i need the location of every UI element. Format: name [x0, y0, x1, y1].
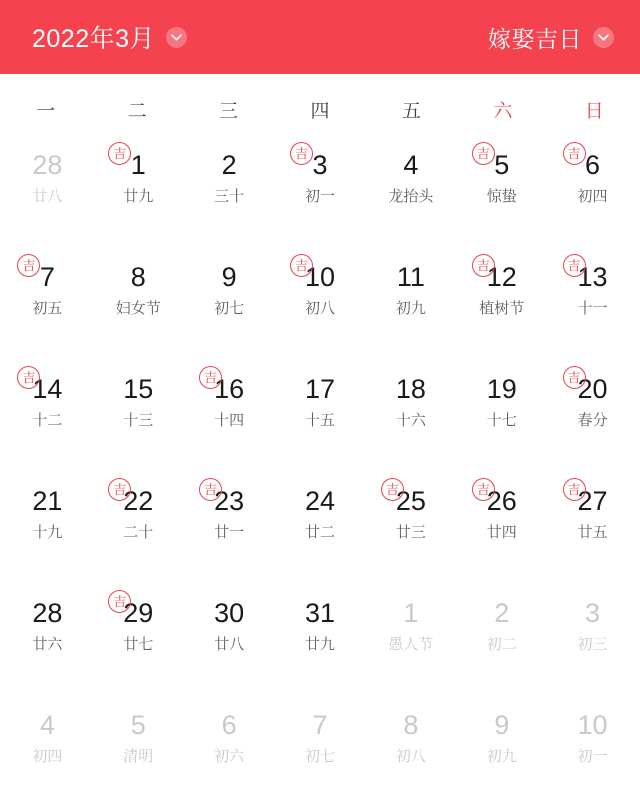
- month-title: 2022年3月: [32, 25, 156, 53]
- calendar-day-cell[interactable]: [365, 695, 456, 805]
- day-number: 6: [221, 710, 237, 740]
- lunar-or-festival-label: 十一: [577, 300, 608, 317]
- calendar-day-cell[interactable]: [2, 695, 93, 805]
- day-number: 25: [395, 486, 426, 516]
- lunar-or-festival-label: 廿八: [214, 636, 245, 653]
- calendar-day-cell[interactable]: [93, 583, 184, 695]
- lunar-or-festival-label: 二十: [123, 524, 154, 541]
- lunar-or-festival-label: 十三: [123, 412, 154, 429]
- calendar-day-cell[interactable]: [2, 583, 93, 695]
- lunar-or-festival-label: 初八: [395, 748, 426, 765]
- day-number: 3: [585, 598, 601, 628]
- day-number: 5: [494, 150, 510, 180]
- lunar-or-festival-label: 妇女节: [115, 300, 161, 317]
- lunar-or-festival-label: 初二: [486, 636, 517, 653]
- day-number: 1: [130, 150, 146, 180]
- calendar-day-cell[interactable]: [2, 471, 93, 583]
- calendar-day-cell[interactable]: [93, 247, 184, 359]
- lunar-or-festival-label: 初四: [32, 748, 63, 765]
- day-number: 15: [123, 374, 154, 404]
- lucky-day-badge-icon: 吉: [472, 254, 495, 277]
- day-number: 8: [130, 262, 146, 292]
- lunar-or-festival-label: 十五: [304, 412, 335, 429]
- calendar-day-cell[interactable]: [184, 471, 275, 583]
- lucky-day-badge-icon: 吉: [199, 478, 222, 501]
- lucky-day-badge-icon: 吉: [290, 142, 313, 165]
- lunar-or-festival-label: 廿五: [577, 524, 608, 541]
- lucky-day-badge-icon: 吉: [108, 142, 131, 165]
- calendar-day-cell[interactable]: [184, 359, 275, 471]
- chevron-down-icon[interactable]: [166, 27, 187, 48]
- day-number: 9: [494, 710, 510, 740]
- calendar-day-cell[interactable]: [365, 247, 456, 359]
- day-number: 4: [403, 150, 419, 180]
- lunar-or-festival-label: 廿八: [32, 188, 63, 205]
- calendar-day-cell[interactable]: [93, 135, 184, 247]
- day-number: 31: [304, 598, 336, 628]
- weekday-label: 五: [401, 101, 421, 122]
- day-number: 16: [214, 374, 245, 404]
- calendar-day-cell[interactable]: [365, 583, 456, 695]
- lunar-or-festival-label: 十二: [32, 412, 63, 429]
- calendar-day-cell[interactable]: [275, 135, 366, 247]
- lunar-or-festival-label: 三十: [214, 188, 245, 205]
- day-number: 17: [304, 374, 336, 404]
- day-number: 27: [577, 486, 608, 516]
- day-number: 9: [221, 262, 237, 292]
- day-number: 21: [32, 486, 63, 516]
- lunar-or-festival-label: 十六: [395, 412, 426, 429]
- lunar-or-festival-label: 十七: [486, 412, 517, 429]
- lucky-day-badge-icon: 吉: [472, 142, 495, 165]
- lucky-day-badge-icon: 吉: [563, 478, 586, 501]
- calendar-day-cell[interactable]: [547, 583, 638, 695]
- day-number: 23: [214, 486, 245, 516]
- lucky-day-badge-icon: 吉: [381, 478, 404, 501]
- day-number: 26: [486, 486, 517, 516]
- calendar-day-cell[interactable]: [456, 247, 547, 359]
- day-number: 28: [32, 150, 63, 180]
- calendar-day-cell[interactable]: [275, 695, 366, 805]
- day-number: 20: [577, 374, 608, 404]
- calendar-day-cell[interactable]: [275, 247, 366, 359]
- day-number: 24: [304, 486, 336, 516]
- day-number: 13: [577, 262, 608, 292]
- lunar-or-festival-label: 春分: [577, 412, 608, 429]
- lunar-or-festival-label: 廿四: [486, 524, 517, 541]
- auspicious-filter-selector[interactable]: [488, 21, 614, 54]
- lunar-or-festival-label: 植树节: [479, 300, 525, 317]
- lunar-or-festival-label: 廿九: [123, 188, 154, 205]
- calendar-day-cell[interactable]: [456, 135, 547, 247]
- lunar-or-festival-label: 初五: [32, 300, 63, 317]
- lunar-or-festival-label: 初八: [304, 300, 335, 317]
- lucky-day-badge-icon: 吉: [108, 478, 131, 501]
- lunar-or-festival-label: 初七: [304, 748, 335, 765]
- lunar-or-festival-label: 廿三: [395, 524, 426, 541]
- lunar-or-festival-label: 廿六: [32, 636, 63, 653]
- calendar-day-cell[interactable]: [456, 695, 547, 805]
- calendar-day-cell[interactable]: [547, 247, 638, 359]
- day-number: 7: [39, 262, 55, 292]
- day-number: 1: [403, 598, 419, 628]
- calendar-day-cell[interactable]: [2, 135, 93, 247]
- day-number: 4: [39, 710, 55, 740]
- day-number: 30: [214, 598, 245, 628]
- day-number: 2: [494, 598, 510, 628]
- calendar-day-cell[interactable]: [275, 471, 366, 583]
- chevron-down-icon[interactable]: [593, 27, 614, 48]
- day-number: 8: [403, 710, 419, 740]
- calendar-day-cell[interactable]: [365, 359, 456, 471]
- weekday-header-row: [0, 74, 640, 135]
- calendar-day-cell[interactable]: [184, 583, 275, 695]
- day-number: 6: [585, 150, 601, 180]
- lunar-or-festival-label: 初三: [577, 636, 608, 653]
- calendar-day-cell[interactable]: [2, 247, 93, 359]
- lucky-day-badge-icon: 吉: [472, 478, 495, 501]
- weekday-label: 四: [310, 101, 330, 122]
- lunar-or-festival-label: 愚人节: [388, 636, 434, 653]
- calendar-day-cell[interactable]: [456, 359, 547, 471]
- lucky-day-badge-icon: 吉: [199, 366, 222, 389]
- lunar-or-festival-label: 廿九: [304, 636, 335, 653]
- calendar-day-cell[interactable]: [547, 471, 638, 583]
- day-number: 29: [123, 598, 154, 628]
- weekday-label: 六: [493, 101, 513, 122]
- day-number: 10: [577, 710, 608, 740]
- weekday-label: 三: [219, 101, 239, 122]
- calendar-day-cell[interactable]: [93, 695, 184, 805]
- day-number: 18: [395, 374, 426, 404]
- calendar-grid: [0, 135, 640, 805]
- lunar-or-festival-label: 廿二: [304, 524, 335, 541]
- lucky-day-badge-icon: 吉: [563, 366, 586, 389]
- calendar-day-cell[interactable]: [547, 135, 638, 247]
- day-number: 7: [312, 710, 328, 740]
- calendar-day-cell[interactable]: [456, 471, 547, 583]
- day-number: 22: [123, 486, 154, 516]
- day-number: 5: [130, 710, 146, 740]
- lucky-day-badge-icon: 吉: [108, 590, 131, 613]
- calendar-day-cell[interactable]: [365, 135, 456, 247]
- calendar-day-cell[interactable]: [2, 359, 93, 471]
- calendar-day-cell[interactable]: [547, 695, 638, 805]
- lunar-or-festival-label: 初九: [486, 748, 517, 765]
- calendar-day-cell[interactable]: [93, 471, 184, 583]
- app-header: [0, 0, 640, 74]
- lunar-or-festival-label: 初七: [214, 300, 245, 317]
- day-number: 28: [32, 598, 63, 628]
- lunar-or-festival-label: 龙抬头: [388, 188, 434, 205]
- calendar-day-cell[interactable]: [184, 135, 275, 247]
- lunar-or-festival-label: 初四: [577, 188, 608, 205]
- lunar-or-festival-label: 廿七: [123, 636, 154, 653]
- lunar-or-festival-label: 惊蛰: [486, 188, 517, 205]
- auspicious-filter-label: 嫁娶吉日: [488, 25, 582, 52]
- calendar-day-cell[interactable]: [184, 695, 275, 805]
- day-number: 10: [304, 262, 336, 292]
- lucky-day-badge-icon: 吉: [563, 254, 586, 277]
- calendar-day-cell[interactable]: [365, 471, 456, 583]
- lunar-or-festival-label: 初九: [395, 300, 426, 317]
- lunar-or-festival-label: 十四: [214, 412, 245, 429]
- day-number: 3: [312, 150, 328, 180]
- weekday-label: 日: [584, 101, 604, 122]
- lunar-or-festival-label: 初一: [304, 188, 335, 205]
- lunar-or-festival-label: 清明: [123, 748, 154, 765]
- lucky-day-badge-icon: 吉: [563, 142, 586, 165]
- calendar-day-cell[interactable]: [275, 583, 366, 695]
- lunar-or-festival-label: 初一: [577, 748, 608, 765]
- lucky-day-badge-icon: 吉: [17, 366, 40, 389]
- calendar-day-cell[interactable]: [184, 247, 275, 359]
- day-number: 11: [396, 262, 425, 292]
- calendar-day-cell[interactable]: [275, 359, 366, 471]
- day-number: 19: [486, 374, 517, 404]
- day-number: 14: [32, 374, 63, 404]
- month-selector[interactable]: [32, 19, 187, 55]
- calendar-day-cell[interactable]: [547, 359, 638, 471]
- lunar-or-festival-label: 初六: [214, 748, 245, 765]
- weekday-label: 二: [127, 101, 147, 122]
- calendar-day-cell[interactable]: [93, 359, 184, 471]
- lunar-or-festival-label: 廿一: [214, 524, 245, 541]
- day-number: 2: [221, 150, 237, 180]
- lucky-day-badge-icon: 吉: [17, 254, 40, 277]
- lunar-or-festival-label: 十九: [32, 524, 63, 541]
- day-number: 12: [486, 262, 517, 292]
- lucky-day-badge-icon: 吉: [290, 254, 313, 277]
- calendar-day-cell[interactable]: [456, 583, 547, 695]
- weekday-label: 一: [36, 101, 56, 122]
